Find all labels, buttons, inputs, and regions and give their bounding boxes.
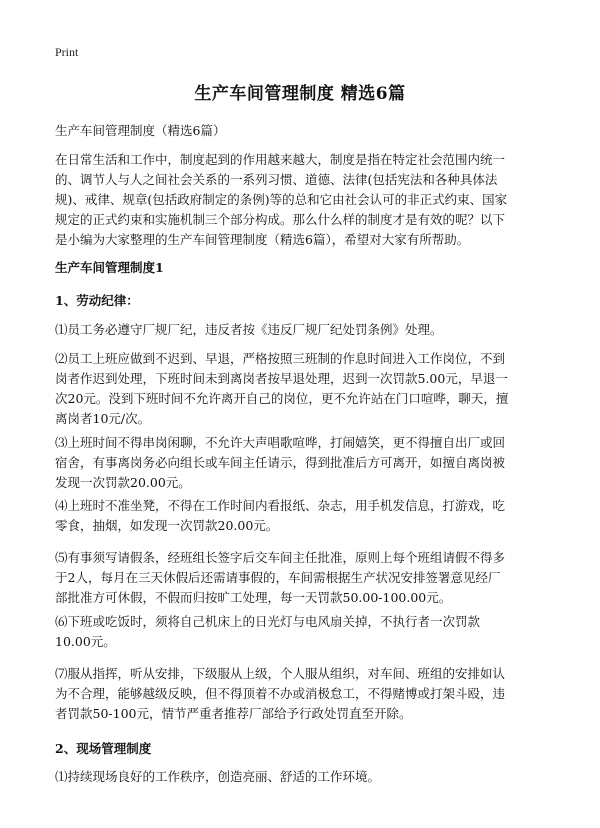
- rule-paragraph-4: ⑷上班时不准坐凳，不得在工作时间内看报纸、杂志，用手机发信息，打游戏，吃 零食，抽烟，如发现一次罚款20.00元。: [55, 498, 506, 533]
- rule-paragraph-5: ⑸有事须写请假条，经班组长签字后交车间主任批准，原则上每个班组请假不得多 于2人，每月在三天休假后还需请事假的，车间需根据生产状况安排签署意见经厂 部批准方可休假，不假而归按旷工处理，每一天罚款50.00-100.00元。: [55, 550, 506, 605]
- document-subtitle: 生产车间管理制度（精选6篇）: [55, 123, 226, 138]
- part2-rule-paragraph-1: ⑴持续现场良好的工作秩序，创造亮丽、舒适的工作环境。: [55, 769, 381, 784]
- intro-paragraph: 在日常生活和工作中，制度起到的作用越来越大，制度是指在特定社会范围内统一 的、调节人与人之间社会关系的一系列习惯、道德、法律(包括宪法和各种具体法 规)、戒律、规章(包括政府制定的条例)等的总和它由社会认可的非正式约束、国家 规定的正式约束和实施机制三个部分构成。那么什么样的制度才是有效的呢？以下 是小编为大家整理的生产车间管理制度（精选6篇），希望对大家有所帮助。: [55, 152, 508, 247]
- print-link[interactable]: Print: [55, 45, 79, 59]
- rule-paragraph-3: ⑶上班时间不得串岗闲聊，不允许大声唱歌喧哗，打闹嬉笑，更不得擅自出厂或回 宿舍，有事离岗务必向组长或车间主任请示，得到批准后方可离开，如擅自离岗被 发现一次罚款20.00元。: [55, 435, 506, 490]
- part2-heading: 2、现场管理制度: [55, 741, 152, 756]
- rule-paragraph-1: ⑴员工务必遵守厂规厂纪，违反者按《违反厂规厂纪处罚条例》处理。: [55, 322, 443, 337]
- page-title: 生产车间管理制度 精选6篇: [194, 84, 406, 104]
- section-heading: 生产车间管理制度1: [55, 260, 164, 275]
- part1-heading: 1、劳动纪律：: [55, 293, 139, 308]
- rule-paragraph-2: ⑵员工上班应做到不迟到、早退，严格按照三班制的作息时间进入工作岗位，不到 岗者作迟到处理，下班时间未到离岗者按早退处理，迟到一次罚款5.00元，早退一 次20元。没到下班时间不允许离开自己的岗位，更不允许站在门口喧哗，聊天，擅 离岗者10元/次。: [55, 351, 509, 426]
- rule-paragraph-6: ⑹下班或吃饭时，须将自己机床上的日光灯与电风扇关掉，不执行者一次罚款 10.00元。: [55, 614, 481, 649]
- rule-paragraph-7: ⑺服从指挥，听从安排，下级服从上级，个人服从组织，对车间、班组的安排如认 为不合理，能够越级反映，但不得顶着不办或消极怠工，不得赌博或打架斗殴，违 者罚款50-100元，情节严重者推荐厂部给予行政处罚直至开除。: [55, 666, 506, 721]
